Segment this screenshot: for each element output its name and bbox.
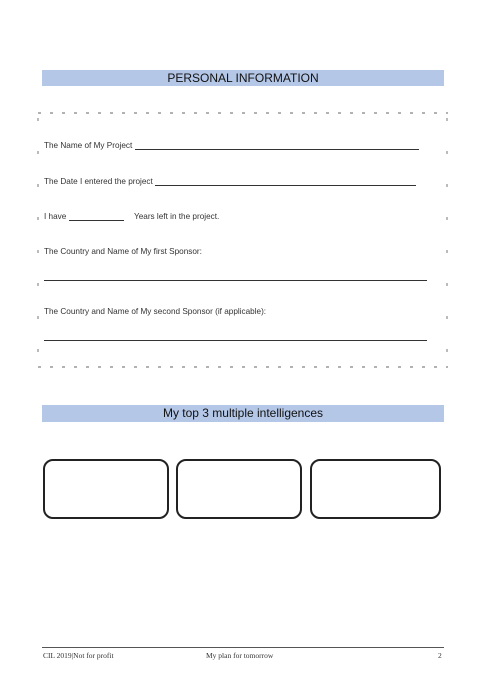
first-sponsor-line[interactable]: [44, 280, 427, 281]
years-left-line[interactable]: [69, 211, 124, 221]
date-entered-label: The Date I entered the project: [44, 177, 153, 186]
first-sponsor-label: The Country and Name of My first Sponsor:: [44, 247, 202, 256]
date-entered-field: [44, 176, 416, 186]
dashed-border-top: [38, 110, 448, 116]
footer-left: CIL 2019|Not for profit: [43, 651, 114, 660]
intelligence-box-1[interactable]: [43, 459, 169, 519]
date-entered-line[interactable]: [155, 176, 416, 186]
second-sponsor-line[interactable]: [44, 340, 427, 341]
dashed-border-bottom: [38, 364, 448, 370]
intelligence-box-3[interactable]: [310, 459, 441, 519]
footer-center: My plan for tomorrow: [206, 651, 274, 660]
project-name-line[interactable]: [135, 140, 419, 150]
footer-divider: [42, 647, 444, 648]
years-left-field: [44, 211, 219, 221]
years-suffix-label: Years left in the project.: [134, 212, 220, 221]
intelligence-box-2[interactable]: [176, 459, 302, 519]
project-name-field: [44, 140, 419, 150]
years-prefix-label: I have: [44, 212, 67, 221]
multiple-intelligences-heading: My top 3 multiple intelligences: [42, 405, 444, 422]
page-number: 2: [438, 651, 442, 660]
dashed-border-left: [35, 118, 41, 358]
dashed-border-right: [444, 118, 450, 358]
project-name-label: The Name of My Project: [44, 141, 133, 150]
personal-information-heading: PERSONAL INFORMATION: [42, 70, 444, 86]
second-sponsor-label: The Country and Name of My second Sponsor (if applicable):: [44, 307, 267, 316]
